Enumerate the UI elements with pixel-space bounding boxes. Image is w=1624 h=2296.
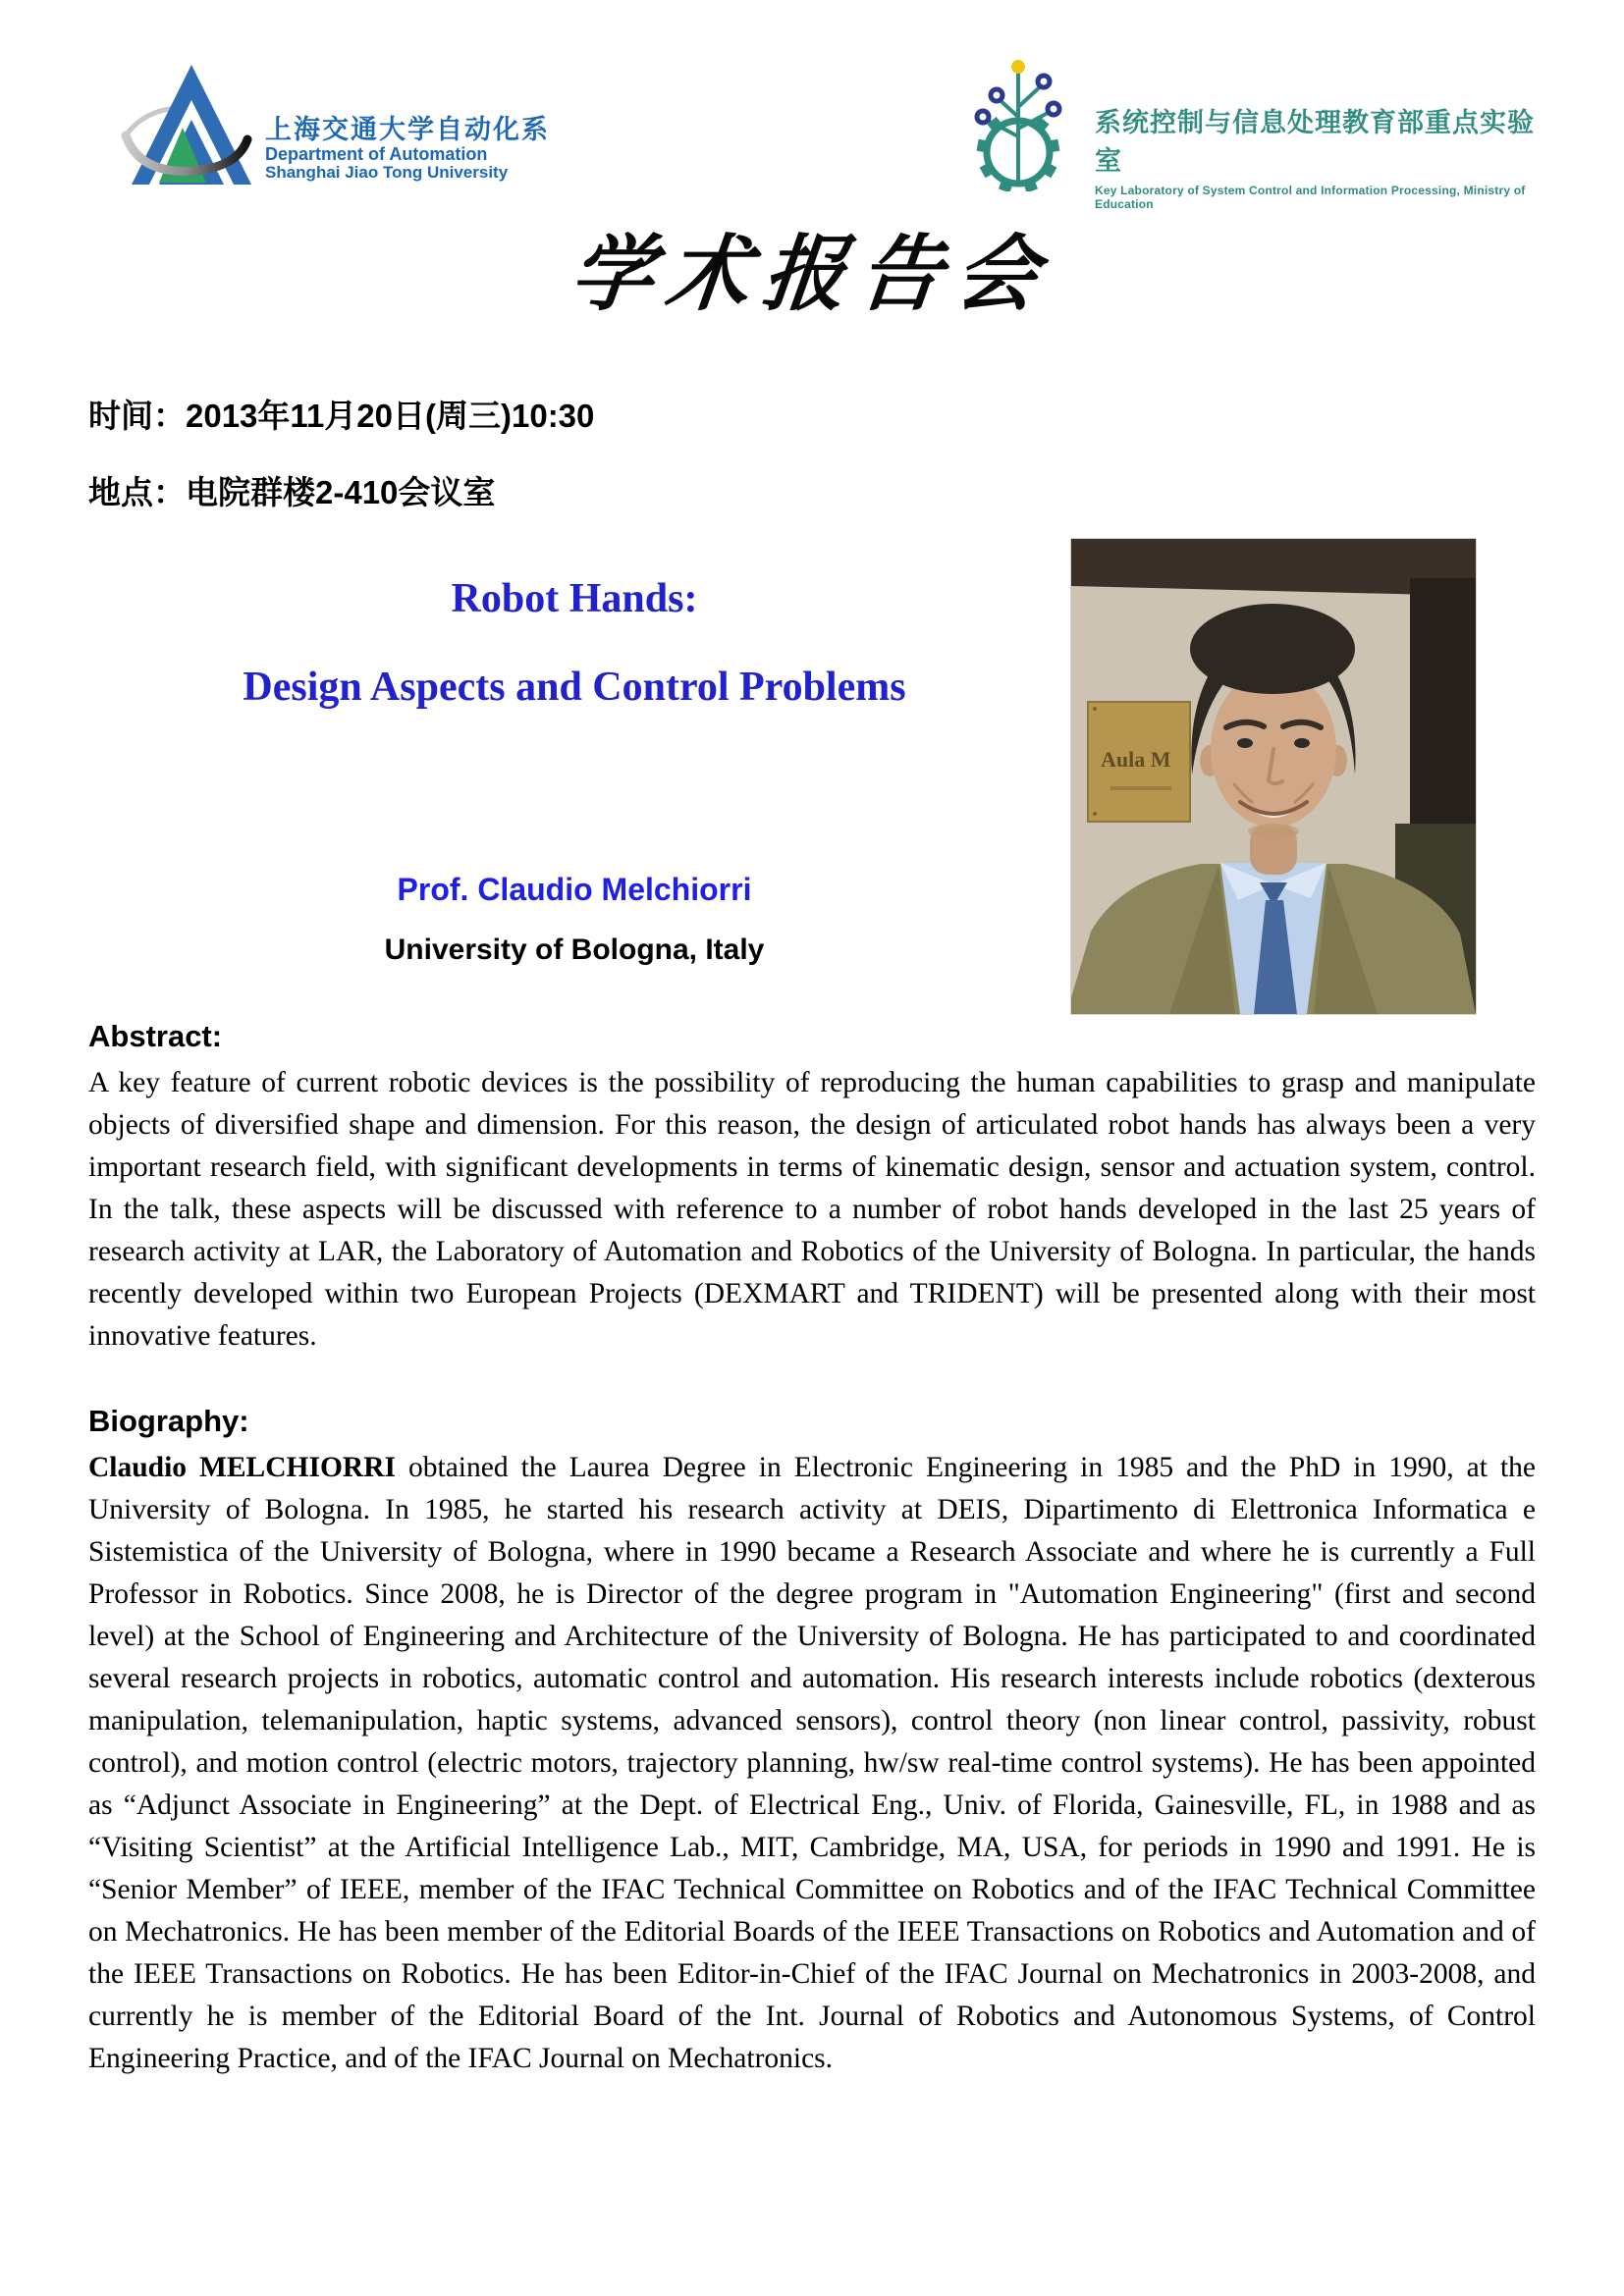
time-label: 时间： (88, 398, 186, 434)
place-row (88, 467, 594, 513)
seminar-banner-title: 学术报告会 (566, 225, 1057, 322)
abstract-section (88, 1019, 1536, 1358)
biography-text (88, 1447, 1536, 2080)
abstract-heading: Abstract: (88, 1019, 223, 1053)
sjtu-dept-name-en: Department of Automation (265, 144, 488, 165)
lab-name-cn: 系统控制与信息处理教育部重点实验室 (1095, 108, 1535, 176)
time-row (88, 391, 594, 437)
sjtu-dept-name-cn: 上海交通大学自动化系 (265, 115, 550, 144)
biography-section (88, 1404, 1536, 2080)
place-value: 电院群楼2-410会议室 (186, 474, 496, 510)
talk-title-line1: Robot Hands: (451, 576, 698, 621)
place-label: 地点： (88, 474, 186, 510)
gear-circuit-logo-icon (957, 54, 1085, 191)
biography-speaker-name: Claudio MELCHIORRI (88, 1452, 396, 1483)
talk-title-line2: Design Aspects and Control Problems (243, 665, 906, 710)
plaque-text: Aula M (1101, 747, 1171, 772)
wall-plaque (1088, 702, 1190, 822)
key-laboratory-logo (957, 54, 1546, 211)
speaker-photo (1070, 538, 1477, 1015)
time-value: 2013年11月20日(周三)10:30 (186, 398, 595, 434)
seminar-meta (88, 391, 594, 544)
sjtu-univ-name-en: Shanghai Jiao Tong University (265, 163, 509, 183)
sjtu-automation-logo (118, 59, 569, 191)
speaker-affiliation: University of Bologna, Italy (384, 934, 765, 966)
portrait-photo-illustration (1071, 539, 1476, 1014)
biography-body: obtained the Laurea Degree in Electronic Engineering in 1985 and the PhD in 1990, at the University of Bologna. In 1985, he started his research activity at DEIS, Dipartimento di Elettronica Informatica e Sistemistica of the University of Bologna, where in 1990 became a Research Associate and where he is currently a Full Professor in Robotics. Since 2008, he is Director of the degree program in "Automation Engineering" (first and second level) at the School of Engineering and Architecture of the University of Bologna. He has participated to and coordinated several research projects in robotics, automatic control and automation. His research interests include robotics (dexterous manipulation, telemanipulation, haptic systems, advanced sensors), control theory (non linear control, passivity, robust control), and motion control (electric motors, trajectory planning, hw/sw real-time control systems). He has been appointed as “Adjunct Associate in Engineering” at the Dept. of Electrical Eng., Univ. of Florida, Gainesville, FL, in 1988 and as “Visiting Scientist” at the Artificial Intelligence Lab., MIT, Cambridge, MA, USA, for periods in 1990 and 1991. He is “Senior Member” of IEEE, member of the IFAC Technical Committee on Robotics and of the IFAC Technical Committee on Mechatronics. He has been member of the Editorial Boards of the IEEE Transactions on Robotics and Automation and of the IEEE Transactions on Robotics. He has been Editor-in-Chief of the IFAC Journal on Mechatronics in 2003-2008, and currently he is member of the Editorial Board of the Int. Journal of Robotics and Autonomous Systems, of Control Engineering Practice, and of the IFAC Journal on Mechatronics. (88, 1452, 1536, 2074)
biography-heading: Biography: (88, 1404, 249, 1438)
sjtu-triangle-logo-icon (118, 59, 265, 191)
abstract-text: A key feature of current robotic devices is the possibility of reproducing the human capabilities to grasp and manipulate objects of diversified shape and dimension. For this reason, the design of articulated robot hands has always been a very important research field, with significant developments in terms of kinematic design, sensor and actuation system, control. In the talk, these aspects will be discussed with reference to a number of robot hands developed in the last 25 years of research activity at LAR, the Laboratory of Automation and Robotics of the University of Bologna. In particular, the hands recently developed within two European Projects (DEXMART and TRIDENT) will be presented along with their most innovative features. (88, 1067, 1536, 1352)
speaker-name: Prof. Claudio Melchiorri (397, 872, 752, 907)
yellow-node (1011, 60, 1025, 74)
lab-name-en: Key Laboratory of System Control and Information Processing, Ministry of Education (1095, 184, 1526, 211)
